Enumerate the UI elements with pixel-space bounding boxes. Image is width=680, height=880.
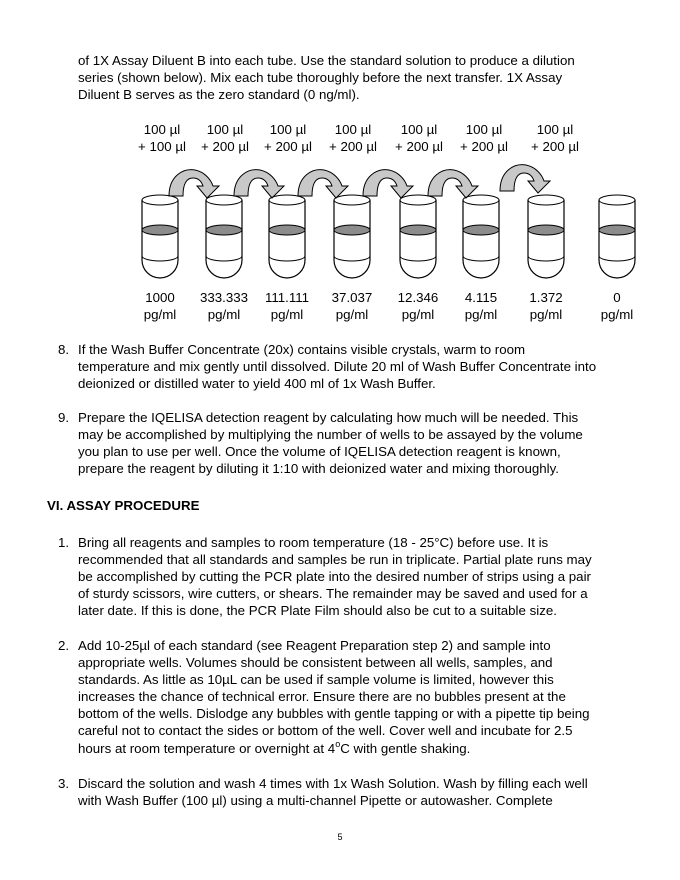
transfer-volume-top: 100 µl (334, 122, 372, 137)
step-line: Discard the solution and wash 4 times with 1x Wash Solution. Wash by filling each well (78, 776, 588, 791)
tube-2 (206, 195, 242, 278)
tube-unit: pg/ml (401, 307, 435, 322)
step-line: careful not to contact the sides or bottom of the well. Cover well and incubate for 2.5 (78, 723, 573, 738)
step-line: appropriate wells. Volumes should be consistent between all wells, samples, and (78, 655, 553, 670)
step-line-text: C with gentle shaking. (340, 741, 471, 756)
intro-line: series (shown below). Mix each tube thoroughly before the next transfer. 1X Assay (78, 70, 563, 85)
step-line: deionized or distilled water to yield 400 ml of 1x Wash Buffer. (78, 376, 436, 391)
transfer-volume-bottom: + 200 µl (460, 139, 508, 154)
step-line: bottom of the wells. Dislodge any bubbles with gentle tapping or with a pipette tip being (78, 706, 590, 721)
tube-concentration: 333.333 (199, 290, 249, 305)
tube-concentration: 1.372 (529, 290, 563, 305)
step-number: 8. (58, 342, 70, 357)
step-line: with Wash Buffer (100 µl) using a multi-channel Pipette or autowasher. Complete (78, 793, 553, 808)
step-line: If the Wash Buffer Concentrate (20x) contains visible crystals, warm to room (78, 342, 526, 357)
step-number: 9. (58, 410, 70, 425)
tube-3 (269, 195, 305, 278)
step-number: 3. (58, 776, 70, 791)
step-line (78, 740, 470, 757)
tube-4 (334, 195, 370, 278)
step-number: 1. (58, 535, 70, 550)
degree-superscript: o (335, 739, 341, 749)
step-line: prepare the reagent by diluting it 1:10 with deionized water and mixing thoroughly. (78, 461, 559, 476)
tube-unit: pg/ml (270, 307, 304, 322)
tube-concentration: 1000 (145, 290, 175, 305)
transfer-volume-top: 100 µl (269, 122, 307, 137)
step-line-text: hours at room temperature or overnight at 4 (78, 741, 336, 756)
tube-concentration: 12.346 (397, 290, 439, 305)
step-line: standards. As little as 10µL can be used if sample volume is limited, however this (78, 672, 554, 687)
arrow-5 (428, 170, 478, 198)
step-line: may be accomplished by multiplying the number of wells to be assayed by the volume (78, 427, 583, 442)
arrow-2 (234, 170, 284, 198)
tube-5 (400, 195, 436, 278)
tube-concentration: 0 (613, 290, 621, 305)
step-line: recommended that all standards and samples be run in triplicate. Partial plate runs may (78, 552, 592, 567)
arrow-4 (363, 170, 413, 198)
intro-line: of 1X Assay Diluent B into each tube. Use the standard solution to produce a dilution (78, 53, 575, 68)
transfer-volume-top: 100 µl (465, 122, 503, 137)
step-line: increases the chance of technical error. Ensure there are no bubbles present at the (78, 689, 566, 704)
step-line: you plan to use per well. Once the volume of IQELISA detection reagent is known, (78, 444, 561, 459)
step-line: temperature and mix gently until dissolved. Dilute 20 ml of Wash Buffer Concentrate into (78, 359, 597, 374)
section-heading: VI. ASSAY PROCEDURE (47, 498, 200, 513)
transfer-volume-top: 100 µl (400, 122, 438, 137)
step-line: Add 10-25µl of each standard (see Reagent Preparation step 2) and sample into (78, 638, 551, 653)
step-number: 2. (58, 638, 70, 653)
transfer-volume-top: 100 µl (536, 122, 574, 137)
transfer-volume-top: 100 µl (143, 122, 181, 137)
step-line: Bring all reagents and samples to room temperature (18 - 25°C) before use. It is (78, 535, 549, 550)
step-line: of sturdy scissors, wire cutters, or shears. The remainder may be saved and used for a (78, 586, 588, 601)
intro-line: Diluent B serves as the zero standard (0 ng/ml). (78, 87, 360, 102)
tube-unit: pg/ml (529, 307, 563, 322)
tube-unit: pg/ml (335, 307, 369, 322)
transfer-volume-bottom: + 200 µl (329, 139, 377, 154)
arrow-3 (298, 170, 348, 198)
tube-6 (463, 195, 499, 278)
transfer-volume-top: 100 µl (206, 122, 244, 137)
transfer-volume-bottom: + 100 µl (138, 139, 186, 154)
tube-concentration: 37.037 (331, 290, 373, 305)
tube-7 (528, 195, 564, 278)
transfer-volume-bottom: + 200 µl (201, 139, 249, 154)
tube-1 (142, 195, 178, 278)
transfer-volume-bottom: + 200 µl (395, 139, 443, 154)
tube-unit: pg/ml (143, 307, 177, 322)
step-line: Prepare the IQELISA detection reagent by calculating how much will be needed. This (78, 410, 579, 425)
arrow-6 (500, 165, 550, 193)
tube-concentration: 111.111 (264, 290, 310, 305)
transfer-volume-bottom: + 200 µl (531, 139, 579, 154)
tube-unit: pg/ml (600, 307, 634, 322)
tube-unit: pg/ml (207, 307, 241, 322)
tube-concentration: 4.115 (464, 290, 498, 305)
page-number: 5 (337, 832, 343, 842)
step-line: be accomplished by cutting the PCR plate into the desired number of strips using a pair (78, 569, 591, 584)
tube-8 (599, 195, 635, 278)
arrow-1 (169, 170, 219, 198)
transfer-volume-bottom: + 200 µl (264, 139, 312, 154)
tube-unit: pg/ml (464, 307, 498, 322)
step-line: later date. If this is done, the PCR Plate Film should also be cut to a suitable size. (78, 603, 557, 618)
